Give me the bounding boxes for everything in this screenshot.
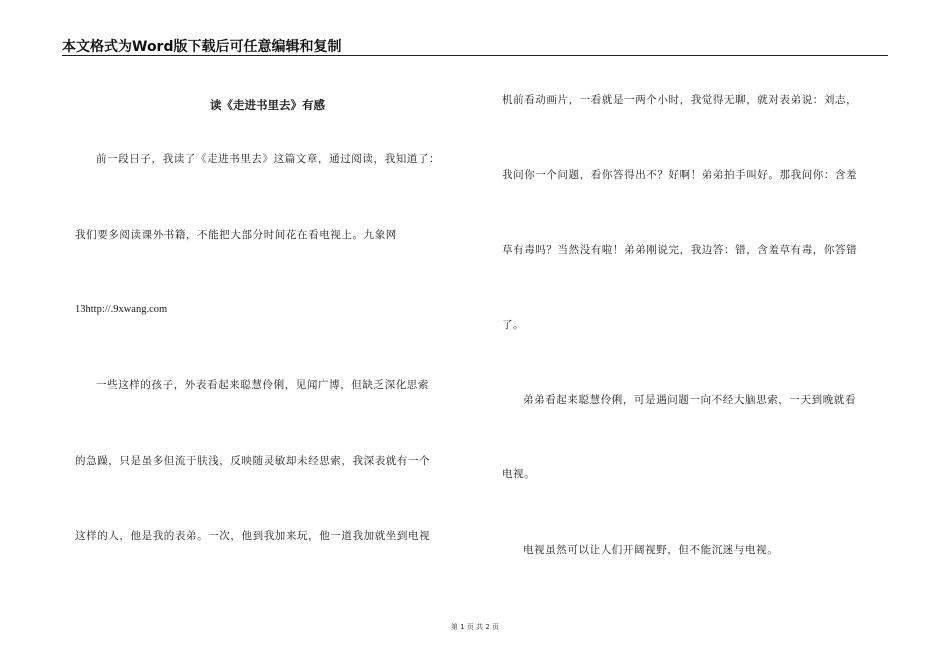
left-column [75, 96, 470, 114]
paragraph-line: 我问你一个问题，看你答得出不？好啊！弟弟拍手叫好。那我问你：含羞 [502, 169, 858, 181]
paragraph-line: 了。 [502, 319, 525, 331]
paragraph-line: 电视虽然可以让人们开阔视野，但不能沉迷与电视。 [523, 544, 779, 556]
paragraph-line: 机前看动画片，一看就是一两个小时，我觉得无聊，就对表弟说：刘志， [502, 94, 858, 106]
paragraph-line: 的急躁，只是虽多但流于肤浅，反映随灵敏却未经思索，我深表就有一个 [75, 455, 431, 467]
paragraph-line: 电视。 [502, 468, 536, 480]
paragraph-line-url: 13http://.9xwang.com [75, 304, 168, 315]
paragraph-line: 我们要多阅读课外书籍，不能把大部分时间花在看电视上。九象网 [75, 229, 397, 241]
document-title: 读《走进书里去》有感 [210, 98, 325, 112]
page-header-title: 本文格式为Word版下载后可任意编辑和复制 [62, 39, 342, 55]
paragraph-line: 草有毒吗？当然没有啦！弟弟刚说完，我边答：错，含羞草有毒，你答错 [502, 244, 858, 256]
header-divider [62, 55, 888, 56]
page-number-footer: 第 1 页 共 2 页 [450, 623, 500, 631]
paragraph-line: 一些这样的孩子，外表看起来聪慧伶俐，见闻广博，但缺乏深化思索 [96, 379, 429, 391]
paragraph-line: 弟弟看起来聪慧伶俐，可是遇问题一向不经大脑思索，一天到晚就看 [523, 394, 856, 406]
paragraph-line: 前一段日子，我读了《走进书里去》这篇文章，通过阅读，我知道了： [96, 153, 441, 165]
paragraph-line: 这样的人，他是我的表弟。一次，他到我加来玩，他一道我加就坐到电视 [75, 530, 431, 542]
